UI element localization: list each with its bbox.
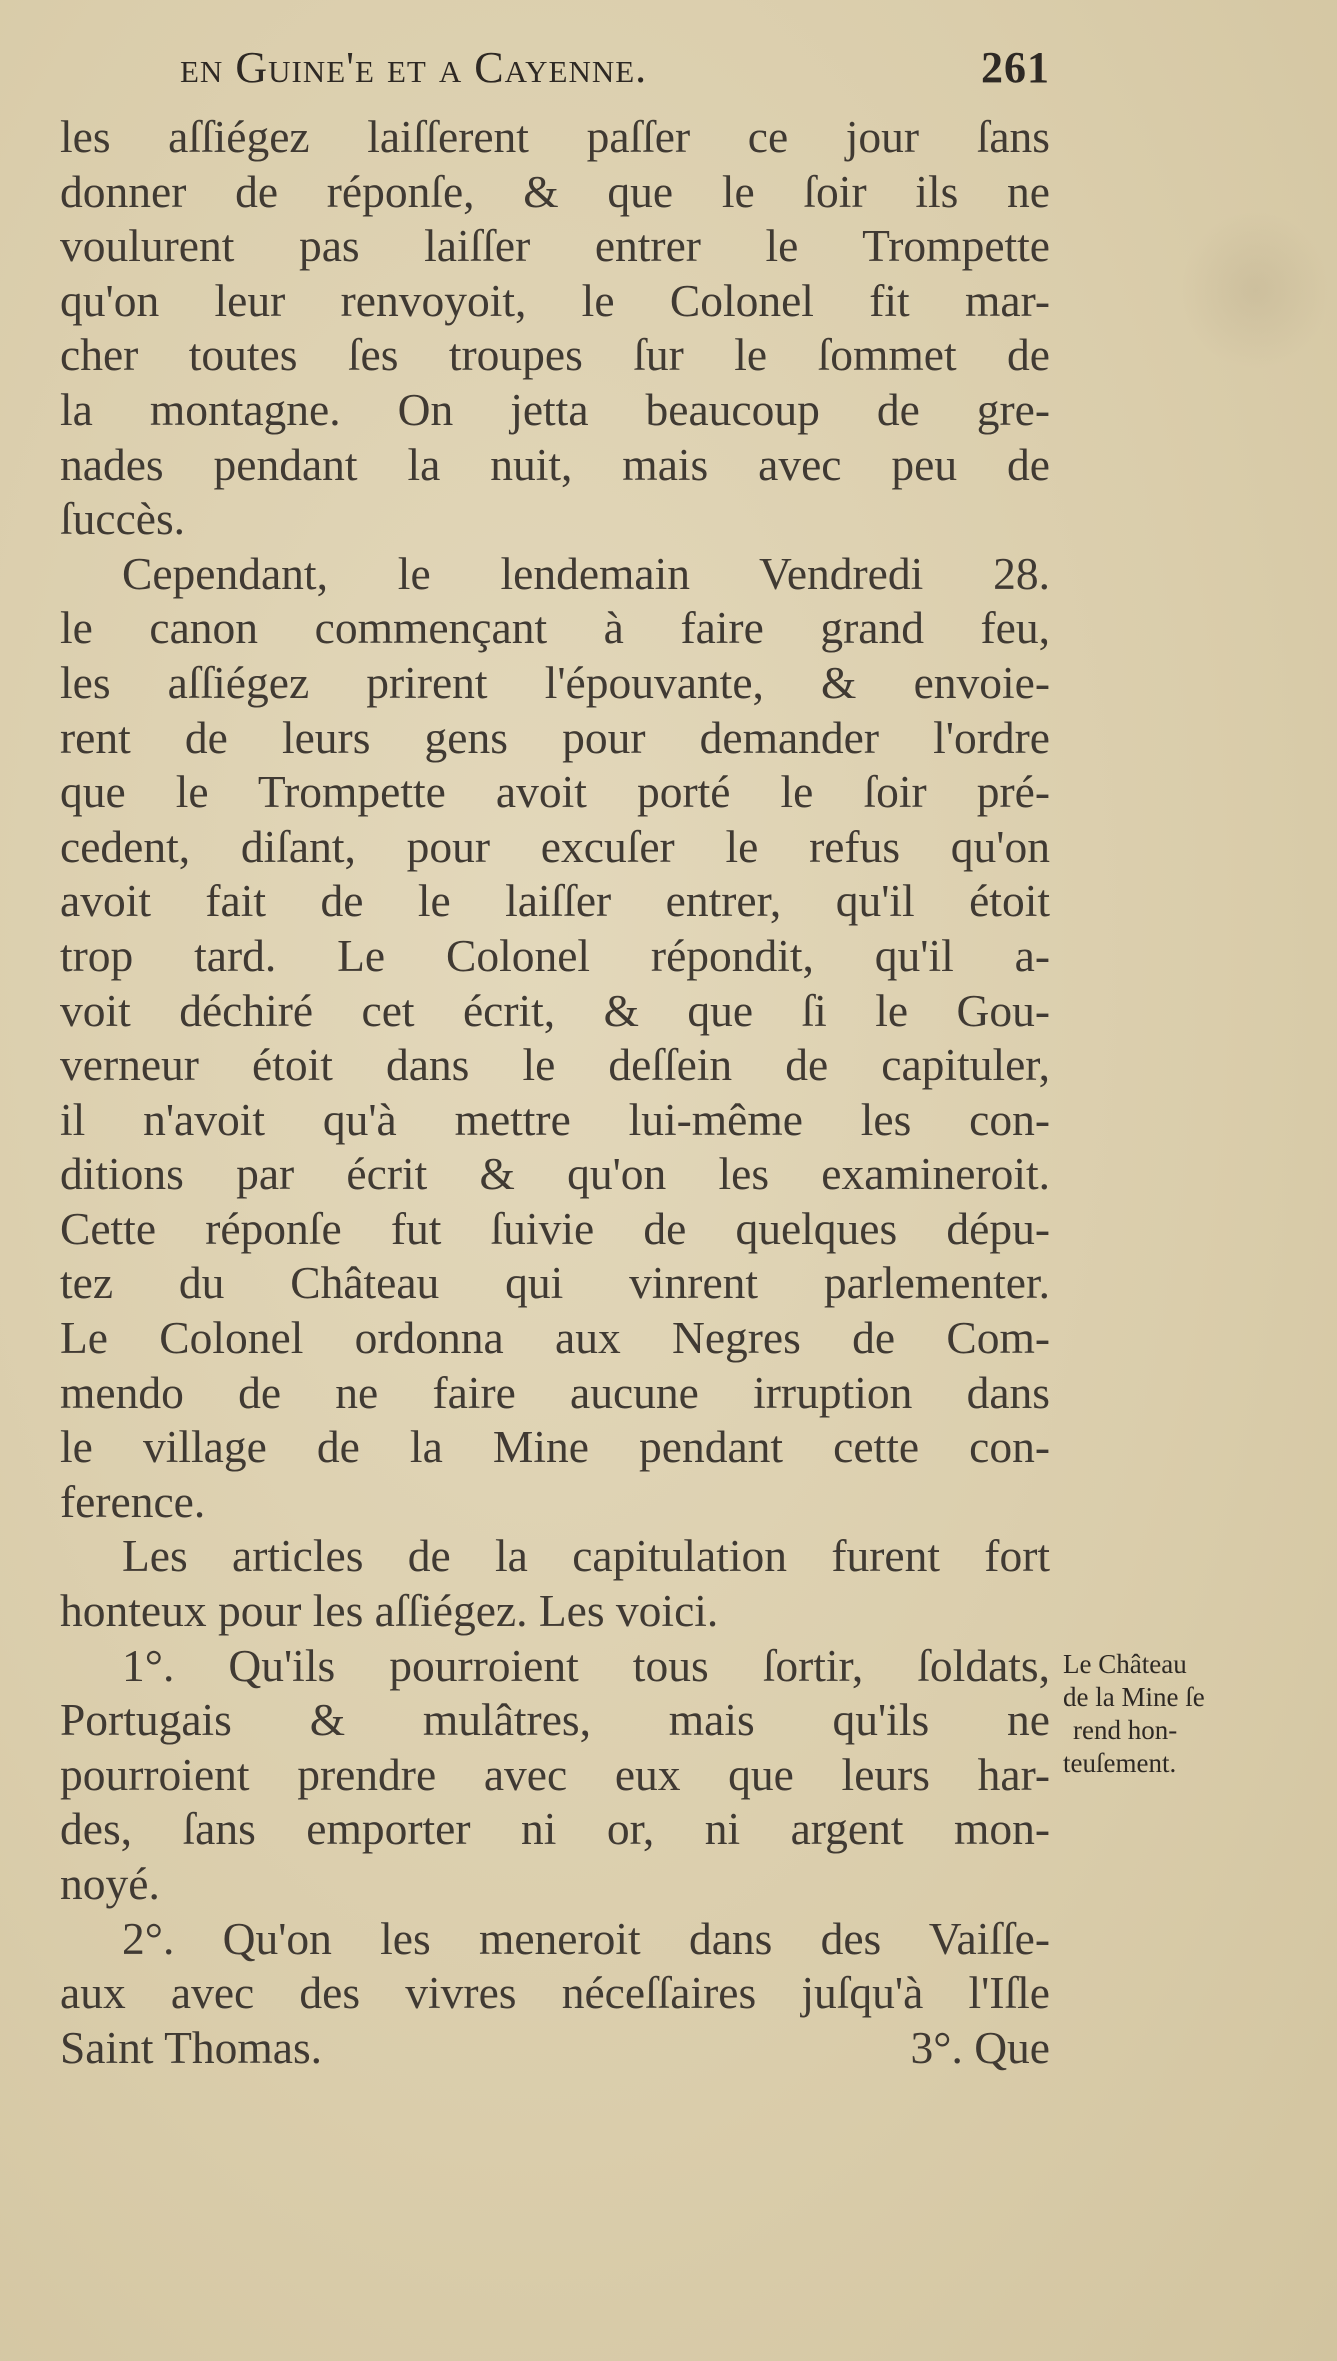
- text-line: ference.: [60, 1475, 206, 1527]
- text-line: Portugais & mulâtres, mais qu'ils ne: [60, 1694, 1050, 1746]
- text-line: 2°. Qu'on les meneroit dans des Vaiſſe-: [122, 1912, 1050, 1964]
- text-line: Cette réponſe fut ſuivie de quelques dépu-: [60, 1202, 1050, 1254]
- catchword: 3°. Que: [910, 2021, 1050, 2073]
- final-line-text: Saint Thomas.: [60, 2021, 323, 2073]
- text-line-final: [60, 2021, 1050, 2076]
- text-line: le village de la Mine pendant cette con-: [60, 1421, 1050, 1473]
- text-line: Le Colonel ordonna aux Negres de Com-: [60, 1312, 1050, 1364]
- text-line: rent de leurs gens pour demander l'ordre: [60, 711, 1050, 763]
- text-line: les aſſiégez prirent l'épouvante, & envoie-: [60, 656, 1050, 708]
- text-line: mendo de ne faire aucune irruption dans: [60, 1366, 1050, 1418]
- text-line: 1°. Qu'ils pourroient tous ſortir, ſoldats,: [122, 1639, 1050, 1691]
- text-line: les aſſiégez laiſſerent paſſer ce jour ſans: [60, 111, 1050, 162]
- text-line: pourroient prendre avec eux que leurs har-: [60, 1748, 1050, 1800]
- text-line: voit déchiré cet écrit, & que ſi le Gou-: [60, 984, 1050, 1036]
- margin-note-line: teuſement.: [1063, 1748, 1177, 1778]
- margin-note-line: rend hon-: [1073, 1715, 1178, 1745]
- text-line: Les articles de la capitulation furent fort: [122, 1530, 1050, 1582]
- page-number: 261: [981, 43, 1050, 92]
- text-line: Cependant, le lendemain Vendredi 28.: [122, 547, 1050, 599]
- text-line: trop tard. Le Colonel répondit, qu'il a-: [60, 929, 1050, 981]
- body-text: [60, 110, 1050, 2075]
- text-line: ſuccès.: [60, 493, 186, 545]
- text-line: il n'avoit qu'à mettre lui-même les con-: [60, 1093, 1050, 1145]
- margin-note-line: de la Mine ſe: [1063, 1682, 1205, 1712]
- text-line: cher toutes ſes troupes ſur le ſommet de: [60, 329, 1050, 381]
- ink-bleed-through: [1180, 210, 1330, 370]
- text-line: noyé.: [60, 1858, 160, 1909]
- text-line: verneur étoit dans le deſſein de capituler,: [60, 1039, 1050, 1091]
- margin-note: [1063, 1648, 1333, 1780]
- margin-note-line: Le Château: [1063, 1649, 1187, 1679]
- text-line: des, ſans emporter ni or, ni argent mon-: [60, 1803, 1050, 1855]
- text-line: donner de réponſe, & que le ſoir ils ne: [60, 165, 1050, 217]
- text-line: qu'on leur renvoyoit, le Colonel fit mar-: [60, 274, 1050, 326]
- text-line: avoit fait de le laiſſer entrer, qu'il étoit: [60, 875, 1050, 927]
- text-line: honteux pour les aſſiégez. Les voici.: [60, 1585, 719, 1637]
- text-line: cedent, diſant, pour excuſer le refus qu'on: [60, 820, 1050, 872]
- text-line: nades pendant la nuit, mais avec peu de: [60, 438, 1050, 490]
- page-header: [180, 42, 1050, 104]
- running-title: en Guine'e et a Cayenne.: [180, 43, 648, 92]
- text-line: le canon commençant à faire grand feu,: [60, 602, 1050, 654]
- text-line: ditions par écrit & qu'on les examineroit.: [60, 1148, 1050, 1200]
- text-line: aux avec des vivres néceſſaires juſqu'à l'Iſle: [60, 1967, 1050, 2019]
- text-line: la montagne. On jetta beaucoup de gre-: [60, 383, 1050, 435]
- text-line: que le Trompette avoit porté le ſoir pré-: [60, 766, 1050, 818]
- text-line: tez du Château qui vinrent parlementer.: [60, 1257, 1050, 1309]
- text-line: voulurent pas laiſſer entrer le Trompette: [60, 220, 1050, 272]
